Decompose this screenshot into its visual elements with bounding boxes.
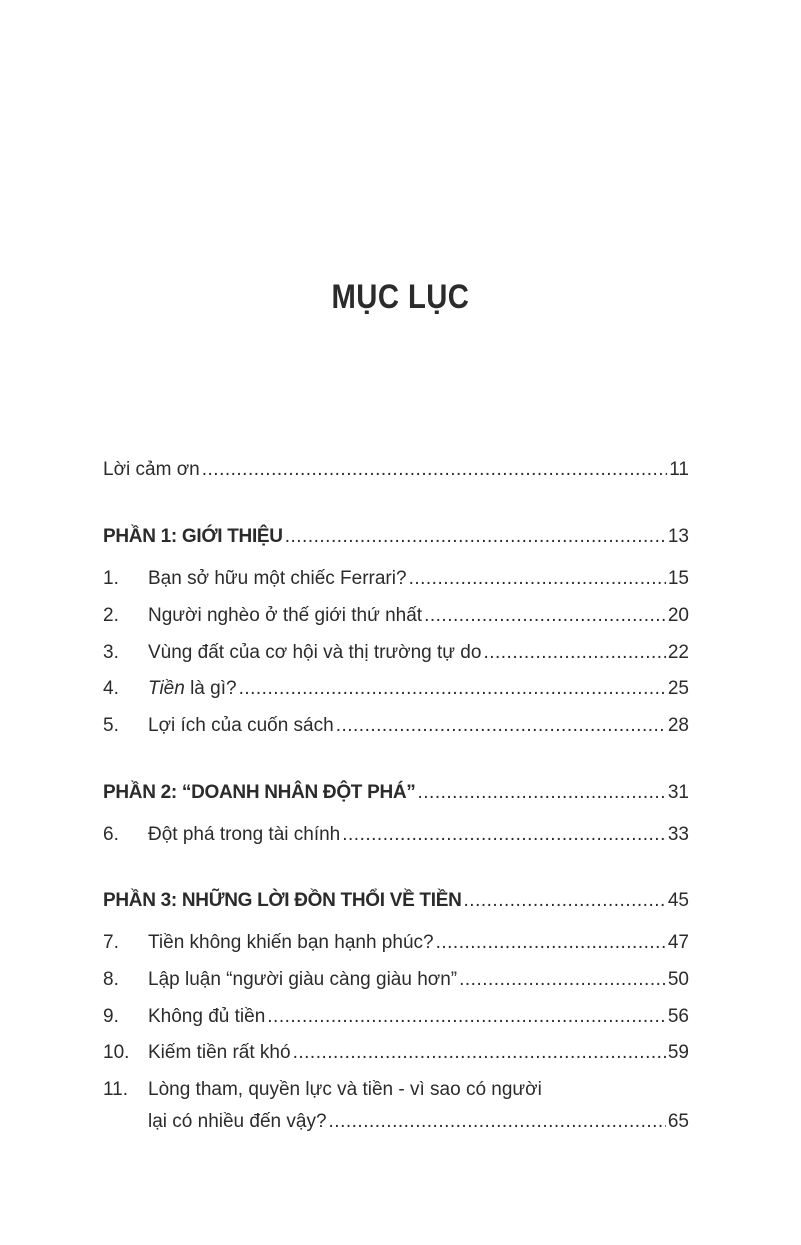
chapter-number: 5. — [103, 715, 119, 736]
toc-page-number: 59 — [667, 1042, 689, 1063]
toc-part-title: PHẦN 1: GIỚI THIỆU — [103, 526, 283, 547]
toc-chapter-9[interactable] — [103, 1005, 689, 1029]
toc-chapter-11-line2[interactable] — [103, 1110, 689, 1134]
dot-leader — [202, 458, 668, 482]
toc-page-number: 45 — [667, 890, 689, 911]
toc-entry-title: Người nghèo ở thế giới thứ nhất — [148, 605, 423, 626]
toc-entry-title: Đột phá trong tài chính — [148, 824, 341, 845]
toc-part-3[interactable] — [103, 889, 689, 913]
dot-leader — [459, 968, 666, 992]
dot-leader — [424, 604, 666, 628]
dot-leader — [483, 641, 665, 665]
title-rest: là gì? — [184, 678, 237, 699]
dot-leader — [239, 677, 666, 701]
dot-leader — [267, 1005, 666, 1029]
chapter-number: 4. — [103, 678, 119, 699]
toc-entry-title — [148, 677, 237, 701]
toc-entry-title-continued: lại có nhiều đến vậy? — [148, 1111, 327, 1132]
toc-page-number: 13 — [667, 526, 689, 547]
chapter-number: 6. — [103, 824, 119, 845]
dot-leader — [436, 931, 666, 955]
toc-chapter-11-line1[interactable] — [103, 1078, 689, 1102]
dot-leader — [336, 714, 666, 738]
toc-page-number: 65 — [667, 1111, 689, 1132]
toc-entry-title: Tiền không khiến bạn hạnh phúc? — [148, 932, 434, 953]
chapter-number: 3. — [103, 642, 119, 663]
toc-page-number: 56 — [667, 1006, 689, 1027]
chapter-number: 11. — [103, 1079, 129, 1100]
dot-leader — [342, 823, 666, 847]
toc-page-number: 33 — [667, 824, 689, 845]
chapter-number: 10. — [103, 1042, 130, 1063]
toc-page-number: 25 — [667, 678, 689, 699]
toc-entry-title: Lời cảm ơn — [103, 459, 200, 480]
toc-chapter-8[interactable] — [103, 968, 689, 992]
toc-entry-title: Bạn sở hữu một chiếc Ferrari? — [148, 568, 407, 589]
toc-part-2[interactable] — [103, 781, 689, 805]
italic-word: Tiền — [148, 678, 185, 699]
chapter-number: 1. — [103, 568, 119, 589]
toc-page-number: 31 — [667, 782, 689, 803]
chapter-number: 2. — [103, 605, 119, 626]
toc-page-number: 20 — [667, 605, 689, 626]
toc-page-number: 28 — [667, 715, 689, 736]
toc-chapter-1[interactable] — [103, 567, 689, 591]
page-title: MỤC LỤC — [331, 278, 470, 316]
toc-entry-title: Vùng đất của cơ hội và thị trường tự do — [148, 642, 482, 663]
dot-leader — [418, 781, 666, 805]
toc-entry-title: Không đủ tiền — [148, 1006, 266, 1027]
dot-leader — [293, 1041, 666, 1065]
toc-entry-title: Lòng tham, quyền lực và tiền - vì sao có người — [148, 1079, 542, 1100]
dot-leader — [464, 889, 666, 913]
toc-page-number: 22 — [667, 642, 689, 663]
toc-chapter-4[interactable] — [103, 677, 689, 701]
toc-page-number: 50 — [667, 969, 689, 990]
toc-page-number: 11 — [669, 459, 689, 480]
toc-chapter-10[interactable] — [103, 1041, 689, 1065]
toc-part-title: PHẦN 2: “DOANH NHÂN ĐỘT PHÁ” — [103, 782, 416, 803]
dot-leader — [409, 567, 666, 591]
toc-entry-title: Lập luận “người giàu càng giàu hơn” — [148, 969, 458, 990]
chapter-number: 8. — [103, 969, 119, 990]
dot-leader — [285, 525, 666, 549]
toc-chapter-5[interactable] — [103, 714, 689, 738]
toc-chapter-6[interactable] — [103, 823, 689, 847]
toc-page-number: 47 — [667, 932, 689, 953]
toc-entry-title: Kiếm tiền rất khó — [148, 1042, 291, 1063]
toc-part-1[interactable] — [103, 525, 689, 549]
toc-chapter-7[interactable] — [103, 931, 689, 955]
toc-entry-acknowledgments[interactable] — [103, 458, 689, 482]
chapter-number: 9. — [103, 1006, 119, 1027]
dot-leader — [329, 1110, 666, 1134]
chapter-number: 7. — [103, 932, 119, 953]
toc-page-number: 15 — [667, 568, 689, 589]
toc-chapter-3[interactable] — [103, 641, 689, 665]
toc-part-title: PHẦN 3: NHỮNG LỜI ĐỒN THỔI VỀ TIỀN — [103, 890, 462, 911]
toc-chapter-2[interactable] — [103, 604, 689, 628]
toc-entry-title: Lợi ích của cuốn sách — [148, 715, 334, 736]
